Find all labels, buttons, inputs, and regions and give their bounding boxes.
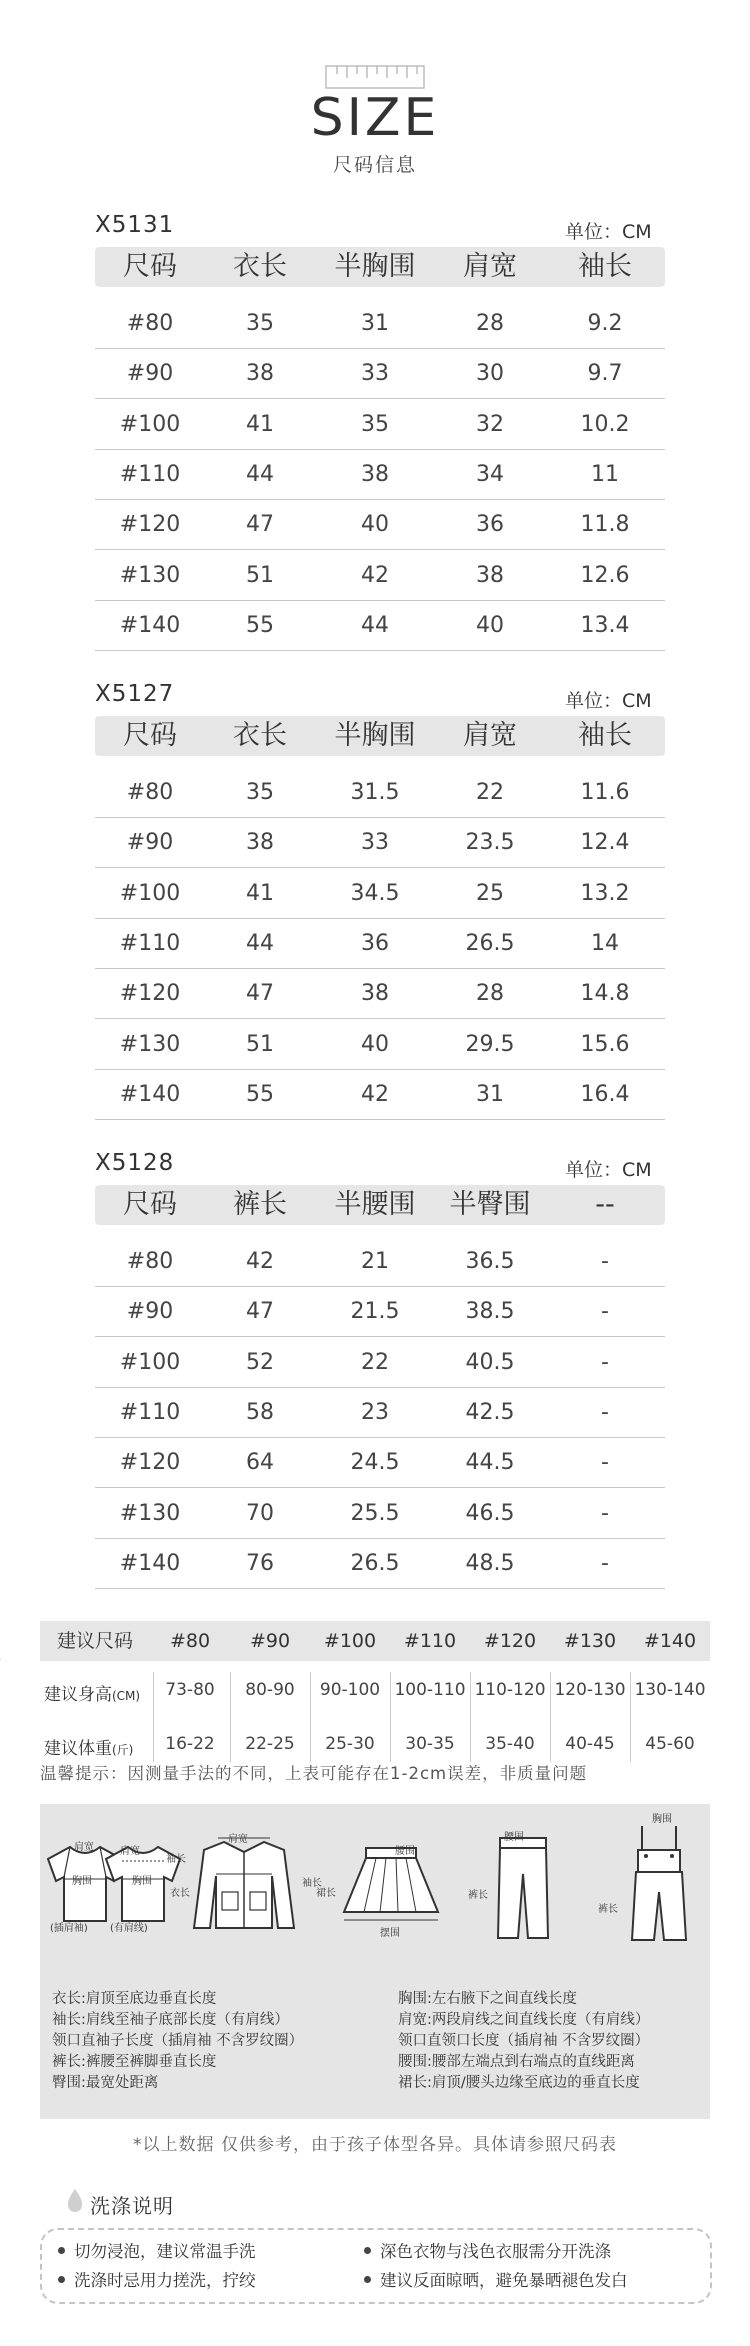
measure-note-left: 臀围:最宽处距离 bbox=[52, 2075, 159, 2091]
table-cell: 31.5 bbox=[350, 780, 400, 805]
table-cell: #80 bbox=[126, 780, 174, 805]
table-cell: 22 bbox=[476, 780, 504, 805]
table-cell: 34 bbox=[476, 461, 504, 487]
table-1-header bbox=[95, 247, 665, 287]
column-header: 肩宽 bbox=[463, 251, 517, 282]
table-cell: 35 bbox=[361, 411, 389, 437]
column-divider bbox=[153, 1672, 154, 1762]
table-row bbox=[95, 1488, 665, 1539]
skirt-icon bbox=[336, 1844, 446, 1924]
column-header: 衣长 bbox=[233, 251, 287, 282]
illus-label: (插肩袖) bbox=[50, 1923, 88, 1934]
table-cell: 26.5 bbox=[350, 1550, 400, 1576]
table-cell: 38.5 bbox=[465, 1299, 515, 1325]
table-1-unit: 单位：CM bbox=[565, 221, 652, 243]
illus-label: 袖长 bbox=[302, 1878, 322, 1889]
height-label: 建议身高(CM) bbox=[44, 1685, 141, 1705]
table-row bbox=[95, 1337, 665, 1388]
wash-item: 切勿浸泡，建议常温手洗 bbox=[74, 2242, 256, 2261]
table-cell: 33 bbox=[361, 830, 389, 856]
table-row bbox=[95, 1538, 665, 1589]
illus-label: 胸围 bbox=[72, 1876, 92, 1887]
table-cell: 15.6 bbox=[580, 1031, 630, 1057]
table-row bbox=[95, 449, 665, 500]
recommend-header bbox=[40, 1621, 710, 1661]
table-cell: 13.4 bbox=[580, 612, 630, 638]
column-divider bbox=[230, 1672, 231, 1762]
measure-note-right: 肩宽:两段肩线之间直线长度（有肩线） bbox=[398, 2012, 650, 2028]
table-cell: 11.8 bbox=[580, 512, 630, 538]
jacket-icon bbox=[188, 1832, 300, 1934]
table-cell: 26.5 bbox=[465, 930, 515, 956]
table-2-header bbox=[95, 716, 665, 756]
overalls-icon bbox=[620, 1822, 698, 1944]
table-row bbox=[95, 1286, 665, 1337]
weight-value: 25-30 bbox=[325, 1734, 375, 1754]
table-row bbox=[95, 550, 665, 601]
recommend-size: #80 bbox=[169, 1630, 211, 1652]
table-cell: 40.5 bbox=[465, 1349, 515, 1375]
table-cell: 30 bbox=[476, 361, 504, 387]
table-row bbox=[95, 918, 665, 969]
weight-value: 40-45 bbox=[565, 1734, 615, 1754]
table-row bbox=[95, 868, 665, 919]
height-value: 130-140 bbox=[634, 1680, 706, 1700]
table-cell: 52 bbox=[246, 1349, 274, 1375]
table-cell: #80 bbox=[126, 1249, 174, 1274]
table-cell: 21.5 bbox=[350, 1299, 400, 1325]
recommend-size: #110 bbox=[403, 1630, 457, 1652]
table-cell: #90 bbox=[126, 361, 174, 387]
table-cell: #100 bbox=[119, 411, 181, 437]
table-cell: #110 bbox=[119, 930, 181, 956]
table-cell: 40 bbox=[361, 512, 389, 538]
column-divider bbox=[470, 1672, 471, 1762]
table-cell: 44.5 bbox=[465, 1450, 515, 1476]
measure-note-right: 腰围:腰部左端点到右端点的直线距离 bbox=[398, 2054, 635, 2070]
table-cell: 55 bbox=[246, 1081, 274, 1107]
page-subtitle: 尺码信息 bbox=[332, 154, 417, 176]
table-cell: - bbox=[601, 1349, 609, 1375]
illus-label: 袖长 bbox=[166, 1854, 186, 1865]
table-cell: 9.2 bbox=[587, 311, 623, 336]
wash-title: 洗涤说明 bbox=[90, 2194, 174, 2218]
table-cell: 21 bbox=[361, 1249, 389, 1274]
weight-value: 35-40 bbox=[485, 1734, 535, 1754]
table-cell: 44 bbox=[246, 930, 274, 956]
column-header: 肩宽 bbox=[463, 720, 517, 751]
table-cell: 70 bbox=[246, 1500, 274, 1526]
table-cell: - bbox=[601, 1450, 609, 1476]
column-header: 尺码 bbox=[123, 1189, 177, 1220]
column-divider bbox=[630, 1672, 631, 1762]
table-cell: 38 bbox=[361, 461, 389, 487]
table-cell: #140 bbox=[119, 1550, 181, 1576]
table-cell: 51 bbox=[246, 1031, 274, 1057]
table-row bbox=[95, 399, 665, 450]
table-2-unit: 单位：CM bbox=[565, 690, 652, 712]
column-header: 袖长 bbox=[578, 251, 632, 282]
table-cell: #140 bbox=[119, 612, 181, 638]
recommend-size: #100 bbox=[323, 1630, 377, 1652]
table-cell: 47 bbox=[246, 512, 274, 538]
table-cell: #110 bbox=[119, 461, 181, 487]
height-value: 110-120 bbox=[474, 1680, 546, 1700]
table-cell: 42 bbox=[246, 1249, 274, 1274]
table-row bbox=[95, 600, 665, 651]
bullet bbox=[364, 2276, 371, 2283]
table-cell: 25 bbox=[476, 880, 504, 906]
column-divider bbox=[310, 1672, 311, 1762]
table-cell: 44 bbox=[246, 461, 274, 487]
table-cell: 33 bbox=[361, 361, 389, 387]
column-header: 裤长 bbox=[233, 1189, 287, 1220]
table-cell: 40 bbox=[361, 1031, 389, 1057]
table-cell: 46.5 bbox=[465, 1500, 515, 1526]
table-cell: #100 bbox=[119, 880, 181, 906]
table-row bbox=[95, 968, 665, 1019]
table-cell: 38 bbox=[246, 361, 274, 387]
bullet bbox=[58, 2276, 65, 2283]
recommend-header-label: 建议尺码 bbox=[56, 1630, 133, 1652]
table-cell: - bbox=[601, 1299, 609, 1325]
table-cell: 22 bbox=[361, 1349, 389, 1375]
column-divider bbox=[550, 1672, 551, 1762]
table-1-model: X5131 bbox=[95, 212, 175, 238]
height-value: 73-80 bbox=[165, 1680, 215, 1700]
table-cell: 55 bbox=[246, 612, 274, 638]
weight-value: 22-25 bbox=[245, 1734, 295, 1754]
table-cell: 16.4 bbox=[580, 1081, 630, 1107]
measure-note-left: 衣长:肩顶至底边垂直长度 bbox=[52, 1991, 217, 2007]
height-value: 80-90 bbox=[245, 1680, 295, 1700]
disclaimer-note: *以上数据 仅供参考，由于孩子体型各异。具体请参照尺码表 bbox=[133, 2135, 617, 2155]
column-header: 半胸围 bbox=[334, 251, 416, 282]
page-title: SIZE bbox=[310, 88, 440, 148]
illus-label: 胸围 bbox=[132, 1876, 152, 1887]
weight-label: 建议体重(斤) bbox=[44, 1739, 134, 1759]
wash-instructions bbox=[40, 2228, 712, 2304]
measure-note-right: 领口直领口长度（插肩袖 不含罗纹圈） bbox=[398, 2033, 650, 2049]
illus-label: 裤长 bbox=[598, 1904, 618, 1915]
column-header: 衣长 bbox=[233, 720, 287, 751]
table-cell: 9.7 bbox=[587, 361, 623, 387]
table-cell: #80 bbox=[126, 311, 174, 336]
table-cell: 12.6 bbox=[580, 562, 630, 588]
table-cell: 32 bbox=[476, 411, 504, 437]
height-value: 90-100 bbox=[319, 1680, 381, 1700]
illus-label: 胸围 bbox=[652, 1814, 672, 1825]
wash-item: 建议反面晾晒，避免暴晒褪色发白 bbox=[380, 2271, 628, 2290]
table-cell: 12.4 bbox=[580, 830, 630, 856]
table-cell: #130 bbox=[119, 1500, 181, 1526]
table-row bbox=[95, 298, 665, 349]
table-3-header bbox=[95, 1185, 665, 1225]
weight-value: 45-60 bbox=[645, 1734, 695, 1754]
illus-label: 裤长 bbox=[468, 1890, 488, 1901]
table-3-unit: 单位：CM bbox=[565, 1159, 652, 1181]
table-cell: 35 bbox=[246, 780, 274, 805]
column-header: 尺码 bbox=[123, 720, 177, 751]
table-cell: #120 bbox=[119, 1450, 181, 1476]
column-header: 袖长 bbox=[578, 720, 632, 751]
table-cell: 14 bbox=[591, 930, 619, 956]
measure-note-right: 胸围:左右腋下之间直线长度 bbox=[398, 1991, 577, 2007]
table-cell: 11 bbox=[591, 461, 619, 487]
table-cell: 13.2 bbox=[580, 880, 630, 906]
table-cell: 47 bbox=[246, 981, 274, 1007]
table-cell: 34.5 bbox=[350, 880, 400, 906]
table-cell: 48.5 bbox=[465, 1550, 515, 1576]
height-value: 100-110 bbox=[394, 1680, 466, 1700]
column-header: -- bbox=[595, 1189, 615, 1220]
table-row bbox=[95, 817, 665, 868]
ruler-icon bbox=[325, 62, 425, 90]
table-cell: #110 bbox=[119, 1399, 181, 1425]
table-cell: - bbox=[601, 1500, 609, 1526]
measurement-guide bbox=[40, 1804, 710, 2119]
table-cell: 28 bbox=[476, 981, 504, 1007]
table-cell: #120 bbox=[119, 981, 181, 1007]
table-cell: - bbox=[601, 1249, 609, 1274]
table-cell: 25.5 bbox=[350, 1500, 400, 1526]
table-cell: 76 bbox=[246, 1550, 274, 1576]
table-cell: #130 bbox=[119, 1031, 181, 1057]
illus-label: 腰围 bbox=[395, 1846, 415, 1857]
table-cell: 40 bbox=[476, 612, 504, 638]
table-cell: 10.2 bbox=[580, 411, 630, 437]
table-cell: 38 bbox=[246, 830, 274, 856]
table-cell: 36 bbox=[476, 512, 504, 538]
measure-note-left: 领口直袖子长度（插肩袖 不含罗纹圈） bbox=[52, 2033, 304, 2049]
table-cell: 24.5 bbox=[350, 1450, 400, 1476]
table-row bbox=[95, 767, 665, 818]
table-row bbox=[95, 1069, 665, 1120]
recommend-size: #140 bbox=[643, 1630, 697, 1652]
table-cell: 38 bbox=[476, 562, 504, 588]
column-header: 半臀围 bbox=[449, 1189, 531, 1220]
table-cell: 14.8 bbox=[580, 981, 630, 1007]
table-cell: 58 bbox=[246, 1399, 274, 1425]
table-cell: 31 bbox=[361, 311, 389, 336]
table-cell: 41 bbox=[246, 411, 274, 437]
table-3-model: X5128 bbox=[95, 1150, 175, 1176]
table-cell: #100 bbox=[119, 1349, 181, 1375]
column-header: 半胸围 bbox=[334, 720, 416, 751]
illus-label: (有肩线) bbox=[110, 1923, 148, 1934]
measure-note-left: 袖长:肩线至袖子底部长度（有肩线） bbox=[52, 2012, 289, 2028]
table-2-model: X5127 bbox=[95, 681, 175, 707]
illus-label: 裙长 bbox=[316, 1888, 336, 1899]
table-cell: 42.5 bbox=[465, 1399, 515, 1425]
measure-note-right: 裙长:肩顶/腰头边缘至底边的垂直长度 bbox=[398, 2075, 640, 2091]
height-value: 120-130 bbox=[554, 1680, 626, 1700]
table-cell: 28 bbox=[476, 311, 504, 336]
table-row bbox=[95, 1236, 665, 1287]
table-cell: 38 bbox=[361, 981, 389, 1007]
table-cell: 44 bbox=[361, 612, 389, 638]
table-cell: 51 bbox=[246, 562, 274, 588]
table-cell: #120 bbox=[119, 512, 181, 538]
table-cell: #140 bbox=[119, 1081, 181, 1107]
table-cell: 41 bbox=[246, 880, 274, 906]
illus-label: 腰围 bbox=[504, 1832, 524, 1843]
water-drop-icon bbox=[66, 2187, 84, 2213]
weight-value: 30-35 bbox=[405, 1734, 455, 1754]
table-cell: 36 bbox=[361, 930, 389, 956]
recommend-size: #90 bbox=[249, 1630, 291, 1652]
table-row bbox=[95, 348, 665, 399]
table-cell: 64 bbox=[246, 1450, 274, 1476]
tip-text: 温馨提示：因测量手法的不同，上表可能存在1-2cm误差，非质量问题 bbox=[40, 1764, 588, 1783]
table-cell: #130 bbox=[119, 562, 181, 588]
table-row bbox=[95, 499, 665, 550]
table-cell: 42 bbox=[361, 562, 389, 588]
table-cell: 29.5 bbox=[465, 1031, 515, 1057]
table-cell: 23 bbox=[361, 1399, 389, 1425]
illus-label: 肩宽 bbox=[228, 1834, 248, 1845]
table-cell: 47 bbox=[246, 1299, 274, 1325]
bullet bbox=[364, 2247, 371, 2254]
table-cell: 35 bbox=[246, 311, 274, 336]
table-cell: #90 bbox=[126, 830, 174, 856]
illus-label: 衣长 bbox=[170, 1888, 190, 1899]
column-header: 半腰围 bbox=[334, 1189, 416, 1220]
table-cell: 11.6 bbox=[580, 780, 630, 805]
pants-icon bbox=[488, 1834, 558, 1942]
wash-item: 深色衣物与浅色衣服需分开洗涤 bbox=[380, 2242, 611, 2261]
column-divider bbox=[390, 1672, 391, 1762]
table-row bbox=[95, 1437, 665, 1488]
weight-value: 16-22 bbox=[165, 1734, 215, 1754]
table-cell: 36.5 bbox=[465, 1249, 515, 1274]
table-row bbox=[95, 1387, 665, 1438]
bullet bbox=[58, 2247, 65, 2254]
table-cell: #90 bbox=[126, 1299, 174, 1325]
column-header: 尺码 bbox=[123, 251, 177, 282]
table-cell: 31 bbox=[476, 1081, 504, 1107]
table-row bbox=[95, 1019, 665, 1070]
recommend-size: #130 bbox=[563, 1630, 617, 1652]
table-cell: - bbox=[601, 1399, 609, 1425]
table-cell: 23.5 bbox=[465, 830, 515, 856]
table-cell: - bbox=[601, 1550, 609, 1576]
illus-label: 肩宽 bbox=[74, 1842, 94, 1853]
illus-label: 摆围 bbox=[380, 1928, 400, 1939]
recommend-size: #120 bbox=[483, 1630, 537, 1652]
illus-label: 肩宽 bbox=[120, 1846, 140, 1857]
table-cell: 42 bbox=[361, 1081, 389, 1107]
wash-item: 洗涤时忌用力搓洗，拧绞 bbox=[74, 2271, 256, 2290]
measure-note-left: 裤长:裤腰至裤脚垂直长度 bbox=[52, 2054, 217, 2070]
